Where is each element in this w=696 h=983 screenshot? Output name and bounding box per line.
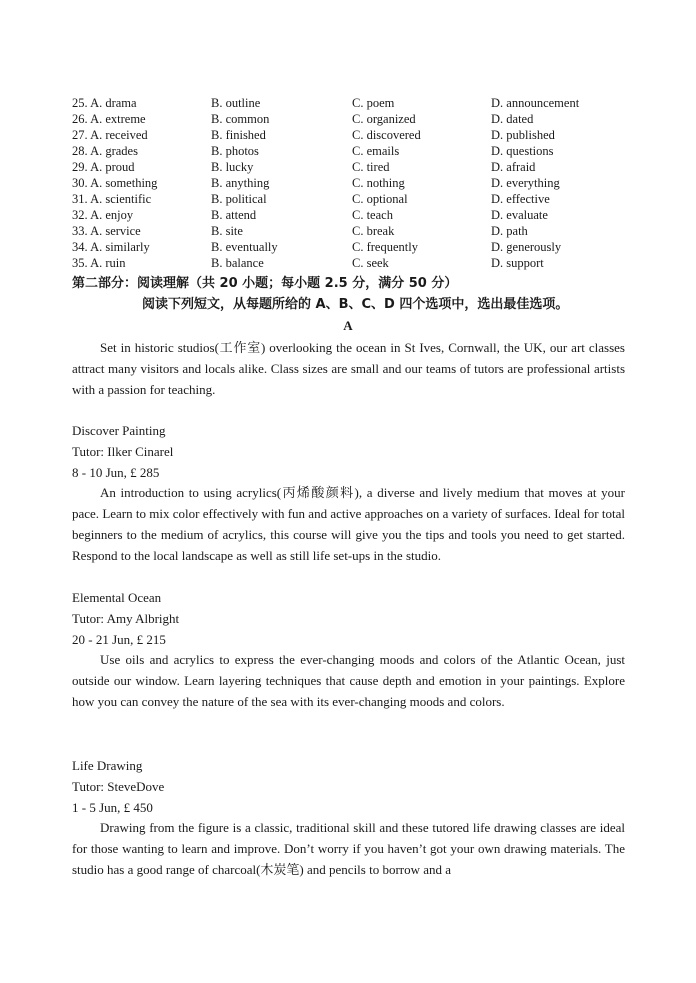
section-title: 第二部分：阅读理解（共 20 小题；每小题 2.5 分，满分 50 分） bbox=[72, 276, 458, 291]
option-d: D. generously bbox=[491, 240, 562, 254]
option-row bbox=[72, 159, 632, 175]
option-d: D. published bbox=[491, 128, 555, 142]
question-number: 25. bbox=[72, 96, 88, 110]
option-a: A. something bbox=[90, 176, 158, 190]
option-a: A. scientific bbox=[90, 192, 152, 206]
question-number: 26. bbox=[72, 112, 88, 126]
question-number: 35. bbox=[72, 256, 88, 270]
course-title: Discover Painting bbox=[72, 423, 166, 438]
course-description: An introduction to using acrylics(丙烯酸颜料), a diverse and lively medium that moves at your pace. Learn to mix color effectively with fun and active approaches on a variety of surfaces. Ideal for total beginners to the medium of acrylics, this course will give you the tips and tools you need to get started. Respond to the local landscape as well as still life set-ups in the studio. bbox=[72, 485, 625, 563]
option-c: C. poem bbox=[352, 96, 395, 110]
option-c: C. seek bbox=[352, 256, 389, 270]
option-b: B. common bbox=[211, 112, 270, 126]
option-d: D. dated bbox=[491, 112, 534, 126]
course-discover-painting bbox=[72, 421, 625, 567]
intro-paragraph: Set in historic studios(工作室) overlooking the ocean in St Ives, Cornwall, the UK, our art classes attract many visitors and locals alike. Class sizes are small and our teams of tutors are professional artists with a passion for teaching. bbox=[72, 340, 625, 397]
question-number: 29. bbox=[72, 160, 88, 174]
course-title: Life Drawing bbox=[72, 758, 143, 773]
option-d: D. support bbox=[491, 256, 544, 270]
option-a: A. received bbox=[90, 128, 148, 142]
option-d: D. announcement bbox=[491, 96, 580, 110]
option-d: D. everything bbox=[491, 176, 560, 190]
option-b: B. photos bbox=[211, 144, 259, 158]
option-row bbox=[72, 223, 632, 239]
option-b: B. lucky bbox=[211, 160, 254, 174]
option-row bbox=[72, 143, 632, 159]
option-b: B. finished bbox=[211, 128, 266, 142]
question-number: 27. bbox=[72, 128, 88, 142]
course-elemental-ocean bbox=[72, 588, 625, 713]
question-number: 30. bbox=[72, 176, 88, 190]
option-c: C. frequently bbox=[352, 240, 418, 254]
question-number: 31. bbox=[72, 192, 88, 206]
option-row bbox=[72, 207, 632, 223]
course-date-price: 20 - 21 Jun, £ 215 bbox=[72, 631, 166, 647]
option-c: C. nothing bbox=[352, 176, 405, 190]
course-tutor: Tutor: SteveDove bbox=[72, 778, 165, 794]
option-row bbox=[72, 95, 632, 111]
option-c: C. emails bbox=[352, 144, 400, 158]
option-a: A. drama bbox=[90, 96, 137, 110]
option-b: B. outline bbox=[211, 96, 261, 110]
option-row bbox=[72, 127, 632, 143]
option-c: C. optional bbox=[352, 192, 408, 206]
option-b: B. anything bbox=[211, 176, 270, 190]
option-c: C. discovered bbox=[352, 128, 421, 142]
option-c: C. break bbox=[352, 224, 395, 238]
option-row bbox=[72, 175, 632, 191]
passage-intro bbox=[72, 338, 625, 400]
course-life-drawing bbox=[72, 756, 625, 881]
option-a: A. similarly bbox=[90, 240, 150, 254]
course-description: Use oils and acrylics to express the ever-changing moods and colors of the Atlantic Ocean, just outside our window. Learn layering techniques that cause depth and emotion in your paintings. Explore how you can convey the nature of the sea with its ever-changing moods and colors. bbox=[72, 652, 625, 709]
option-c: C. teach bbox=[352, 208, 393, 222]
option-a: A. service bbox=[90, 224, 141, 238]
option-a: A. ruin bbox=[90, 256, 126, 270]
question-number: 33. bbox=[72, 224, 88, 238]
option-a: A. extreme bbox=[90, 112, 146, 126]
option-b: B. eventually bbox=[211, 240, 278, 254]
passage-heading: A bbox=[343, 318, 353, 333]
option-d: D. questions bbox=[491, 144, 554, 158]
question-number: 28. bbox=[72, 144, 88, 158]
answer-options-grid bbox=[72, 95, 632, 271]
question-number: 32. bbox=[72, 208, 88, 222]
option-a: A. enjoy bbox=[90, 208, 134, 222]
option-b: B. attend bbox=[211, 208, 257, 222]
course-date-price: 8 - 10 Jun, £ 285 bbox=[72, 464, 160, 480]
option-b: B. site bbox=[211, 224, 243, 238]
option-a: A. proud bbox=[90, 160, 135, 174]
option-d: D. evaluate bbox=[491, 208, 548, 222]
course-description: Drawing from the figure is a classic, traditional skill and these tutored life drawing classes are ideal for those wanting to learn and improve. Don’t worry if you haven’t got your own drawing materials. The studio has a good range of charcoal(木炭笔) and pencils to borrow and a bbox=[72, 820, 625, 877]
option-b: B. political bbox=[211, 192, 267, 206]
option-row bbox=[72, 111, 632, 127]
course-tutor: Tutor: Amy Albright bbox=[72, 610, 180, 626]
course-title: Elemental Ocean bbox=[72, 590, 162, 605]
option-row bbox=[72, 191, 632, 207]
instruction-text: 阅读下列短文，从每题所给的 A、B、C、D 四个选项中，选出最佳选项。 bbox=[142, 297, 569, 312]
course-date-price: 1 - 5 Jun, £ 450 bbox=[72, 799, 153, 815]
course-tutor: Tutor: Ilker Cinarel bbox=[72, 443, 174, 459]
option-d: D. path bbox=[491, 224, 528, 238]
option-c: C. tired bbox=[352, 160, 390, 174]
option-a: A. grades bbox=[90, 144, 138, 158]
option-c: C. organized bbox=[352, 112, 416, 126]
question-number: 34. bbox=[72, 240, 88, 254]
option-row bbox=[72, 255, 632, 271]
option-b: B. balance bbox=[211, 256, 264, 270]
option-d: D. afraid bbox=[491, 160, 536, 174]
option-row bbox=[72, 239, 632, 255]
option-d: D. effective bbox=[491, 192, 550, 206]
